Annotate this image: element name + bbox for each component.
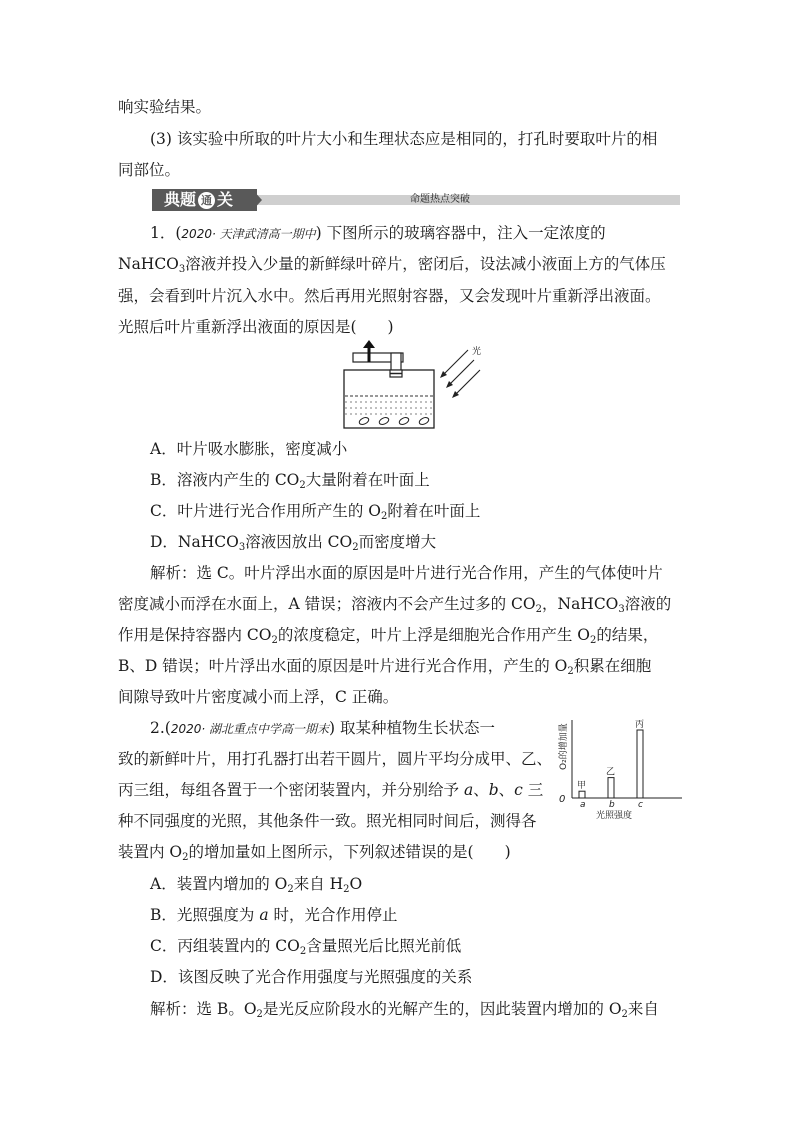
q1-option-d[interactable]: D．NaHCO$_3$溶液因放出 $CO_2$而密度增大	[150, 533, 437, 553]
section-banner	[152, 189, 680, 211]
x-axis-label: 光照强度	[596, 811, 633, 821]
y-axis-label: O₂的增加量	[559, 723, 569, 770]
q2-option-d[interactable]: D．该图反映了光合作用强度与光照强度的关系	[150, 968, 473, 986]
q2-option-a[interactable]: A．装置内增加的 $O_2$来自 $H_2O$	[150, 875, 363, 895]
intro-line-1: 响实验结果。	[118, 98, 212, 116]
q1-answer-line-5: 间隙导致叶片密度减小而上浮，C 正确。	[118, 688, 399, 706]
q2-line-5: 装置内 $O_2$的增加量如上图所示，下列叙述错误的是( )	[118, 843, 511, 863]
q2-answer-line-1: 解析：选 B。$O_2$是光反应阶段水的光解产生的，因此装置内增加的 $O_2$来自	[150, 1000, 659, 1020]
banner-title: 典题 通 关	[164, 190, 234, 209]
banner-subtitle: 命题热点突破	[410, 194, 470, 205]
q2-line-3: 丙三组，每组各置于一个密闭装置内，并分别给予 a、b、c 三	[118, 781, 544, 799]
bar-label-a: 甲	[577, 781, 587, 792]
q1-answer-line-3: 作用是保持容器内 $CO_2$的浓度稳定，叶片上浮是细胞光合作用产生 $O_2$的结果，	[118, 626, 659, 646]
q2-option-c[interactable]: C．丙组装置内的 $CO_2$含量照光后比照光前低	[150, 937, 462, 957]
q1-answer-line-1: 解析：选 C。叶片浮出水面的原因是叶片进行光合作用，产生的气体使叶片	[150, 564, 663, 582]
bar-label-b: 乙	[606, 767, 616, 778]
q1-option-c[interactable]: C．叶片进行光合作用所产生的 $O_2$附着在叶面上	[150, 502, 481, 522]
bar-b	[608, 778, 614, 798]
intro-line-3: 同部位。	[118, 161, 181, 179]
q1-answer-line-2: 密度减小而浮在水面上，A 错误；溶液内不会产生过多的 $CO_2$，NaHCO$_3$溶液的	[118, 595, 672, 615]
q2-line-1: 2.(2020· 湖北重点中学高一期末) 取某种植物生长状态一	[150, 719, 495, 737]
bar-c	[637, 730, 643, 798]
tick-label-a: a	[580, 800, 586, 810]
o2-bar-chart	[556, 710, 686, 826]
origin-label: 0	[559, 794, 566, 805]
q1-line-3: 强，会看到叶片沉入水中。然后再用光照射容器，又会发现叶片重新浮出液面。	[118, 287, 661, 305]
q1-option-b[interactable]: B．溶液内产生的 $CO_2$大量附着在叶面上	[150, 471, 430, 491]
q1-line-2: NaHCO$_3$溶液并投入少量的新鲜绿叶碎片，密闭后，设法减小液面上方的气体压	[118, 255, 666, 275]
q1-answer-line-4: B、D 错误；叶片浮出水面的原因是叶片进行光合作用，产生的 $O_2$积累在细胞	[118, 657, 652, 677]
q2-option-b[interactable]: B．光照强度为 a 时，光合作用停止	[150, 906, 398, 924]
tick-label-c: c	[638, 800, 643, 810]
q1-line-1: 1．(2020· 天津武清高一期中) 下图所示的玻璃容器中，注入一定浓度的	[150, 224, 606, 242]
bar-a	[579, 791, 585, 798]
banner-circle-icon: 通	[198, 192, 215, 209]
container-figure	[336, 340, 496, 432]
q2-line-2: 致的新鲜叶片，用打孔器打出若干圆片，圆片平均分成甲、乙、	[118, 750, 553, 768]
intro-line-2: (3) 该实验中所取的叶片大小和生理状态应是相同的，打孔时要取叶片的相	[150, 130, 658, 148]
bar-label-c: 丙	[635, 720, 645, 730]
q2-line-4: 种不同强度的光照，其他条件一致。照光相同时间后，测得各	[118, 812, 537, 830]
tick-label-b: b	[609, 800, 615, 810]
light-label: 光	[472, 347, 482, 357]
q1-option-a[interactable]: A．叶片吸水膨胀，密度减小	[150, 440, 348, 458]
q1-line-4: 光照后叶片重新浮出液面的原因是( )	[118, 318, 394, 336]
